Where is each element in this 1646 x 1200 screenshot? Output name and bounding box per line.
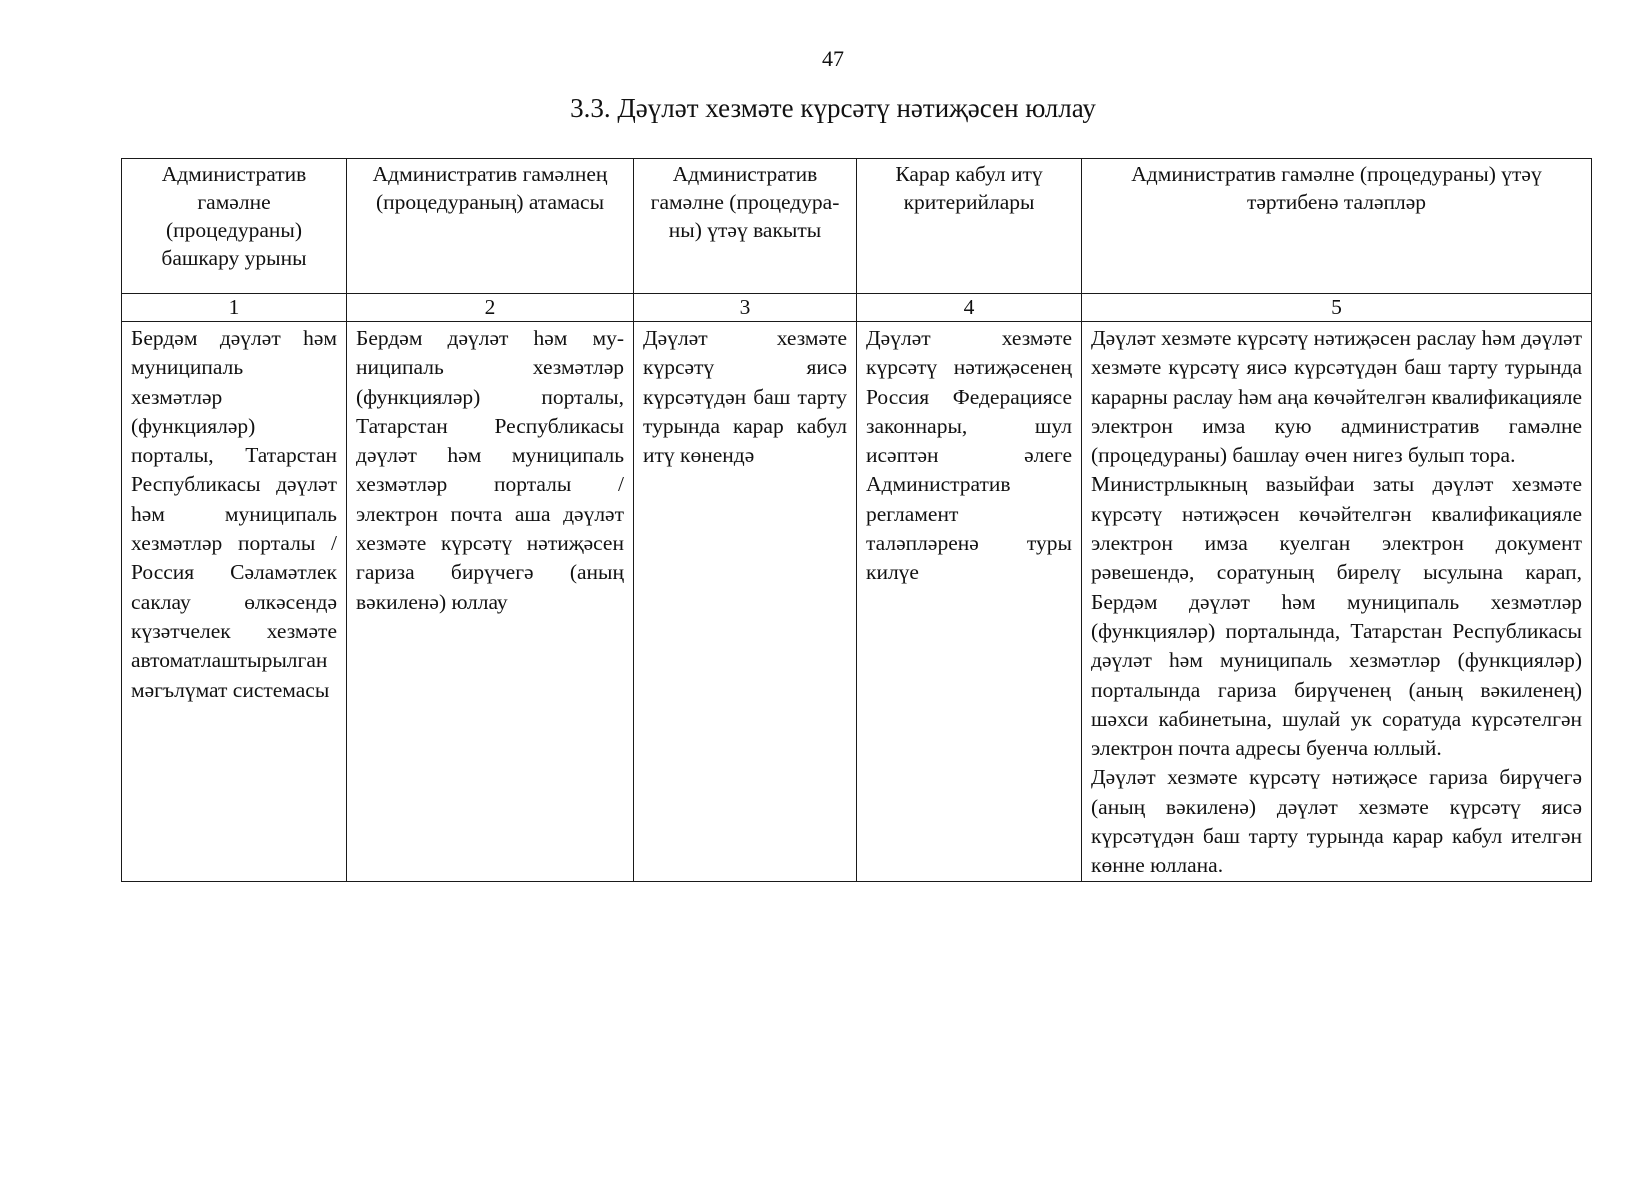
column-number: 3 bbox=[634, 294, 857, 322]
page-number: 47 bbox=[822, 46, 844, 71]
header-name: Административ гамәлнең (процедураның) атамасы bbox=[347, 159, 634, 294]
header-row bbox=[122, 159, 1592, 294]
cell-place: Бердәм дәүләт һәм муниципаль хезмәтләр (функцияләр) порталы, Татарстан Республикасы дәүләт һәм муниципаль хезмәтләр порталы / Россия Сәламәтлек саклау өлкәсендә күзәтчелек хезмәте автоматлаштырылган мәгълүмат системасы bbox=[122, 322, 347, 882]
procedure-table bbox=[121, 158, 1592, 882]
column-number: 2 bbox=[347, 294, 634, 322]
cell-requirements bbox=[1082, 322, 1592, 882]
header-place: Административ гамәлне (процедураны) башкару урыны bbox=[122, 159, 347, 294]
table-row bbox=[122, 322, 1592, 882]
column-number: 4 bbox=[857, 294, 1082, 322]
cell-name: Бердәм дәүләт һәм му-ниципаль хезмәтләр (функцияләр) порталы, Татарстан Республикасы дәүләт һәм муниципаль хезмәтләр порталы / электрон почта аша дәүләт хезмәте күрсәтү нәтиҗәсен гариза бирүчегә (аның вәкиленә) юллау bbox=[347, 322, 634, 882]
cell-duration: Дәүләт хезмәте күрсәтү яисә күрсәтүдән баш тарту турында карар кабул итү көнендә bbox=[634, 322, 857, 882]
column-number: 1 bbox=[122, 294, 347, 322]
column-number: 5 bbox=[1082, 294, 1592, 322]
section-title: 3.3. Дәүләт хезмәте күрсәтү нәтиҗәсен юллау bbox=[570, 93, 1096, 123]
requirements-paragraph: Дәүләт хезмәте күрсәтү нәтиҗәсе гариза бирүчегә (аның вәкиленә) дәүләт хезмәте күрсәтү яисә күрсәтүдән баш тарту турында карар кабул ителгән көнне юллана. bbox=[1091, 765, 1582, 878]
header-criteria: Карар кабул итү критерийлары bbox=[857, 159, 1082, 294]
cell-criteria: Дәүләт хезмәте күрсәтү нәтиҗәсенең Россия Федерациясе законнары, шул исәптән әлеге Административ регламент таләпләренә туры килүе bbox=[857, 322, 1082, 882]
requirements-paragraph: Дәүләт хезмәте күрсәтү нәтиҗәсен раслау һәм дәүләт хезмәте күрсәтү яисә күрсәтүдән баш тарту турында карарны раслау һәм аңа көчәйтелгән квалификацияле электрон имза кую административ гамәлне (процедураны) башлау өчен нигез булып тора. bbox=[1091, 326, 1582, 468]
header-requirements: Административ гамәлне (процедураны) үтәү тәртибенә таләпләр bbox=[1082, 159, 1592, 294]
header-duration: Административ гамәлне (процедура-ны) үтәү вакыты bbox=[634, 159, 857, 294]
column-number-row bbox=[122, 294, 1592, 322]
requirements-paragraph: Министрлыкның вазыйфаи заты дәүләт хезмәте күрсәтү нәтиҗәсен көчәйтелгән квалификацияле электрон имза куелган электрон документ рәвешендә, соратуның бирелү ысулына карап, Бердәм дәүләт һәм муниципаль хезмәтләр (функцияләр) порталында, Татарстан Республикасы дәүләт һәм муниципаль хезмәтләр (функцияләр) порталында гариза бирүченең (аның вәкиленең) шәхси кабинетына, шулай ук соратуда күрсәтелгән электрон почта адресы буенча юллый. bbox=[1091, 472, 1582, 761]
